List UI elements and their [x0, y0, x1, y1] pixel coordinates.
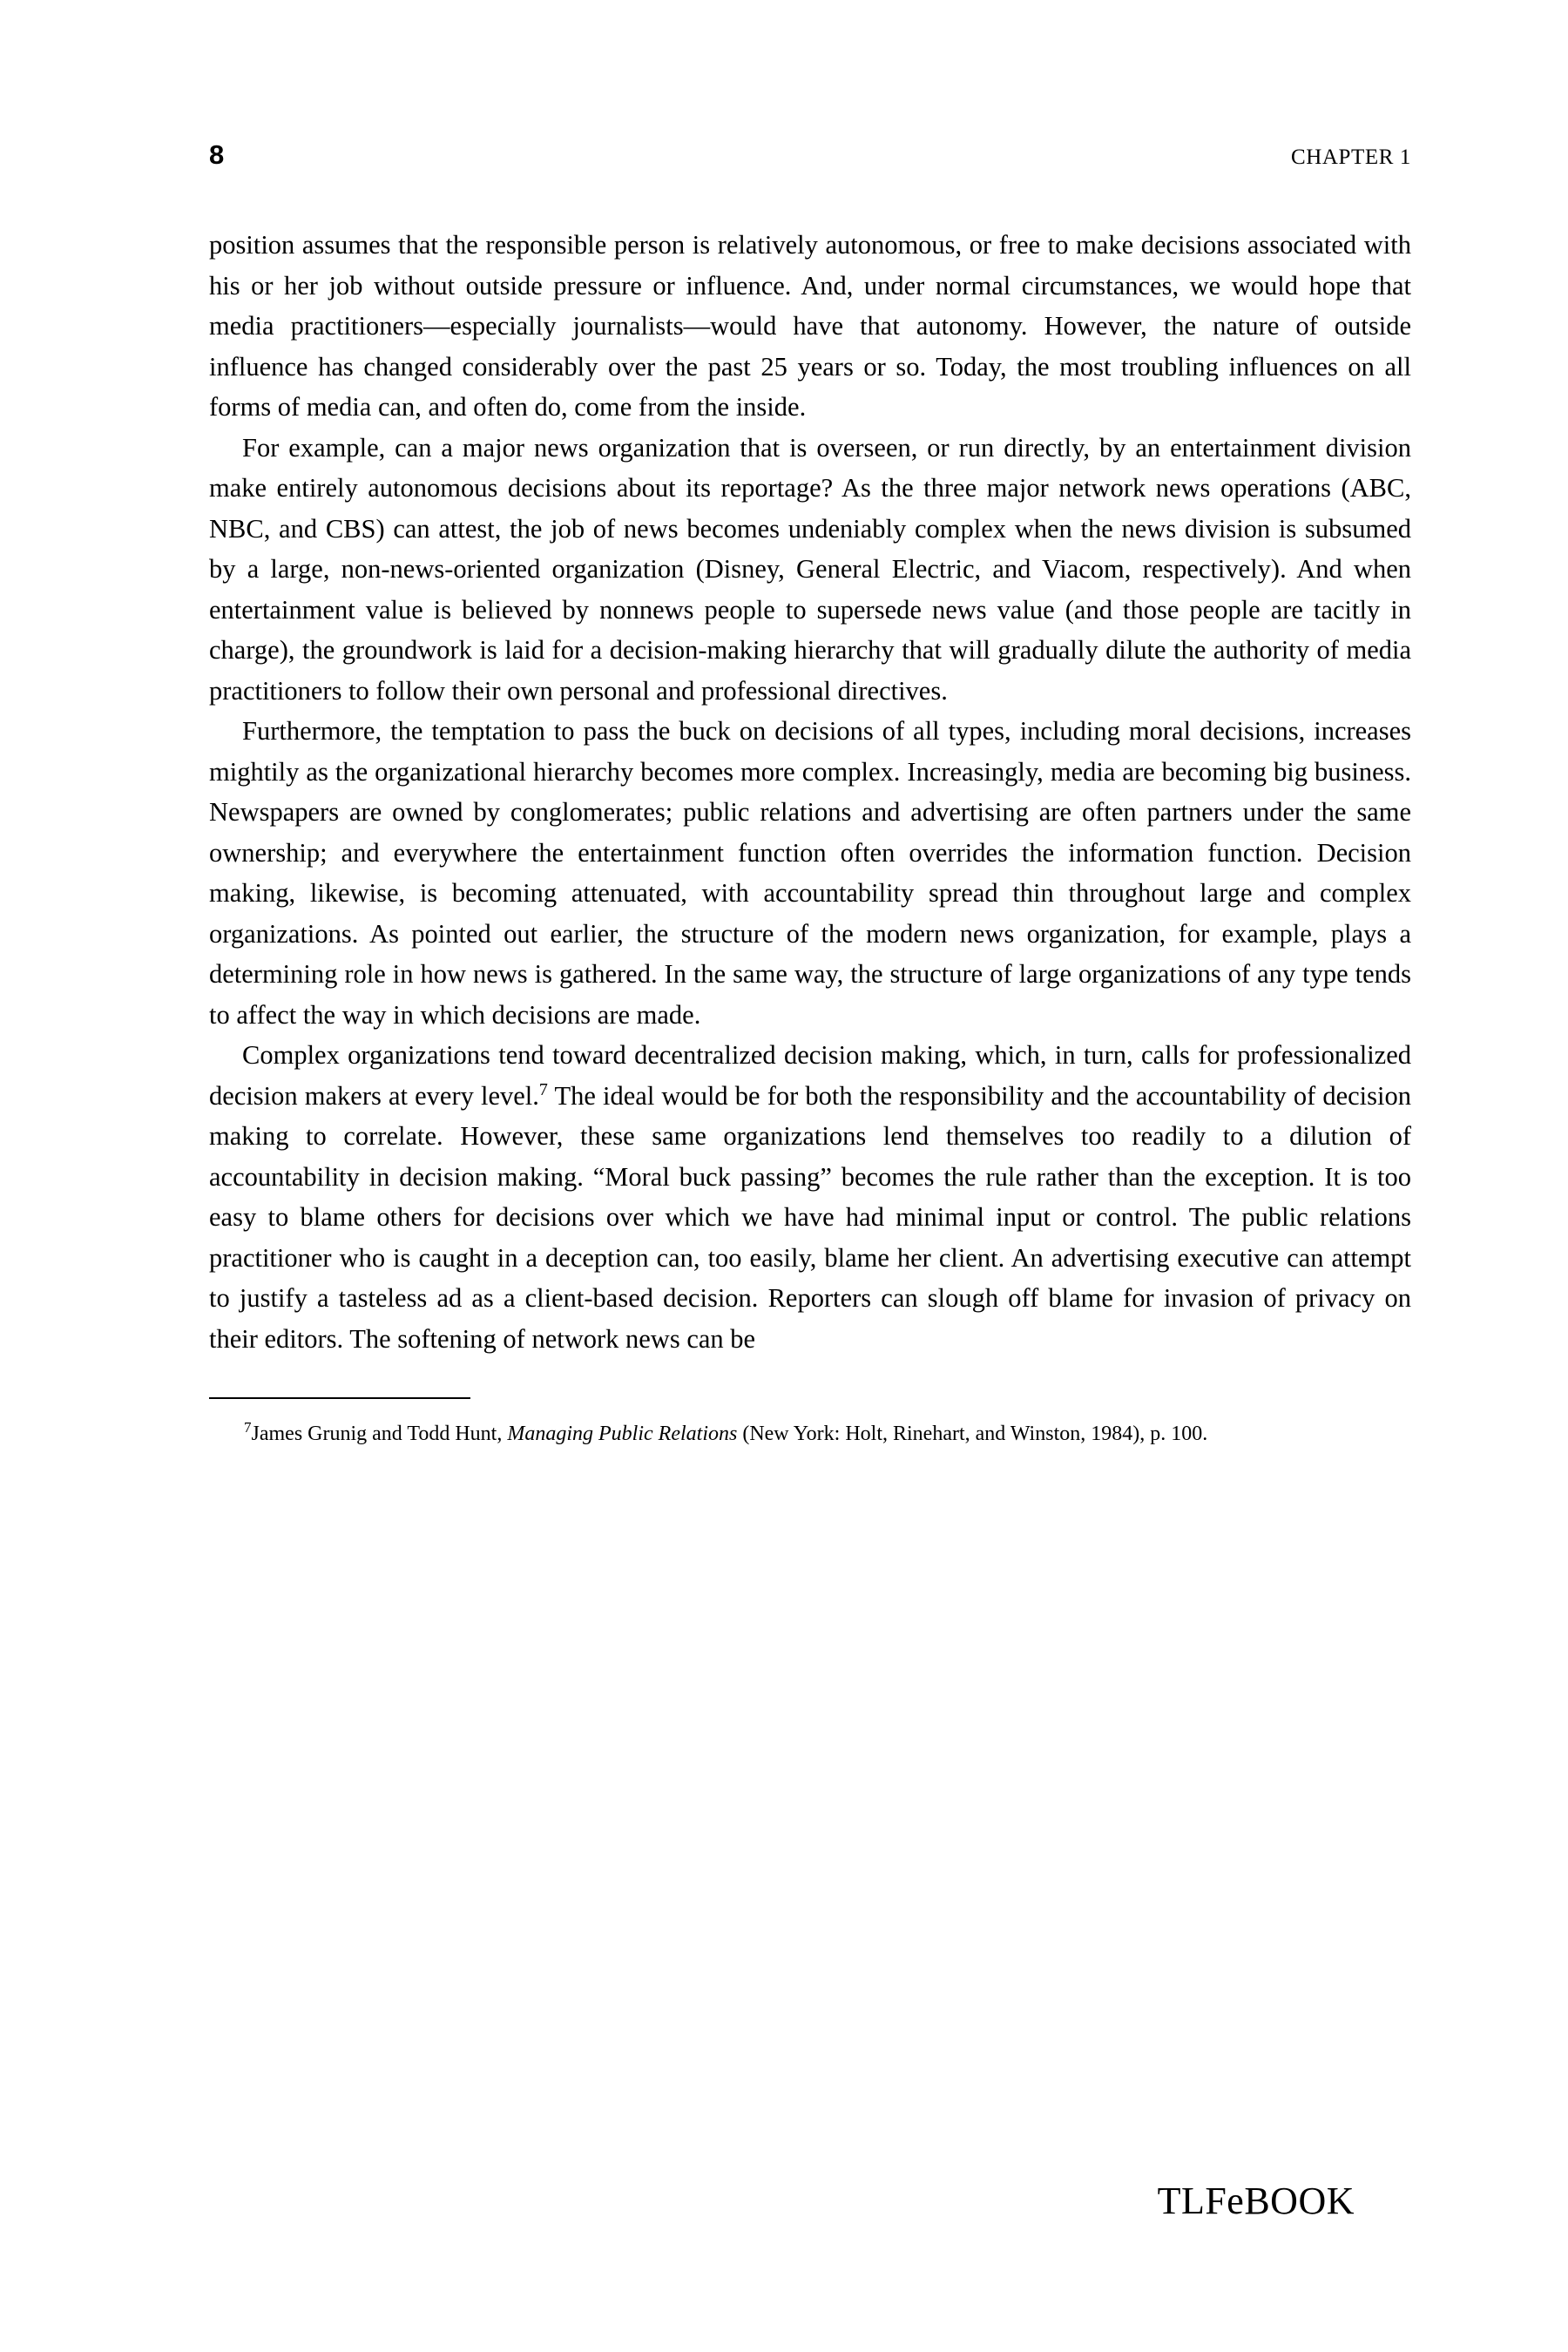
- page-content: [209, 139, 1411, 1450]
- footnote-number: 7: [244, 1419, 252, 1436]
- watermark-label: TLFeBOOK: [1157, 2180, 1355, 2222]
- footnote-separator-rule: [209, 1397, 470, 1399]
- footnote-work-title: Managing Public Relations: [507, 1423, 738, 1445]
- footnote-entry: [209, 1418, 1411, 1450]
- paragraph-4-text-before-note: Complex organizations tend toward decentralized decision making, which, in turn, calls for professionalized decision makers at every level.: [209, 1040, 1411, 1111]
- paragraph-2: For example, can a major news organization that is overseen, or run directly, by an entertainment division make entirely autonomous decisions about its reportage? As the three major network news operations (ABC, NBC, and CBS) can attest, the job of news becomes undeniably complex when the news division is subsumed by a large, non-news-oriented organization (Disney, General Electric, and Viacom, respectively). And when entertainment value is believed by nonnews people to supersede news value (and those people are tacitly in charge), the groundwork is laid for a decision-making hierarchy that will gradually dilute the authority of media practitioners to follow their own personal and professional directives.: [209, 432, 1411, 706]
- paragraph-4: [209, 1035, 1411, 1359]
- page-header: [209, 139, 1411, 171]
- running-head: CHAPTER 1: [1290, 145, 1411, 169]
- paragraph-1: position assumes that the responsible person is relatively autonomous, or free to make decisions associated with his or her job without outside pressure or influence. And, under normal circumstances, we would hope that media practitioners—especially journalists—would have that autonomy. However, the nature of outside influence has changed considerably over the past 25 years or so. Today, the most troubling influences on all forms of media can, and often do, come from the inside.: [209, 230, 1411, 422]
- body-text: [209, 225, 1411, 1359]
- footnote-text-before-title: James Grunig and Todd Hunt,: [251, 1423, 508, 1445]
- footnote-reference-7: 7: [538, 1079, 548, 1099]
- footnote-section: [209, 1397, 1411, 1450]
- paragraph-3: Furthermore, the temptation to pass the buck on decisions of all types, including moral decisions, increases mightily as the organizational hierarchy becomes more complex. Increasingly, media are becoming big business. Newspapers are owned by conglomerates; public relations and advertising are often partners under the same ownership; and everywhere the entertainment function often overrides the information function. Decision making, likewise, is becoming attenuated, with accountability spread thin throughout large and complex organizations. As pointed out earlier, the structure of the modern news organization, for example, plays a determining role in how news is gathered. In the same way, the structure of large organizations of any type tends to affect the way in which decisions are made.: [209, 716, 1411, 1030]
- paragraph-4-text-after-note: The ideal would be for both the responsibility and the accountability of decision making to correlate. However, these same organizations lend themselves too readily to a dilution of accountability in decision making. “Moral buck passing” becomes the rule rather than the exception. It is too easy to blame others for decisions over which we have had minimal input or control. The public relations practitioner who is caught in a deception can, too easily, blame her client. An advertising executive can attempt to justify a tasteless ad as a client-based decision. Reporters can slough off blame for invasion of privacy on their editors. The softening of network news can be: [209, 1080, 1411, 1354]
- page-number: 8: [209, 139, 225, 170]
- footnote-text-after-title: (New York: Holt, Rinehart, and Winston, 1984), p. 100.: [737, 1423, 1208, 1445]
